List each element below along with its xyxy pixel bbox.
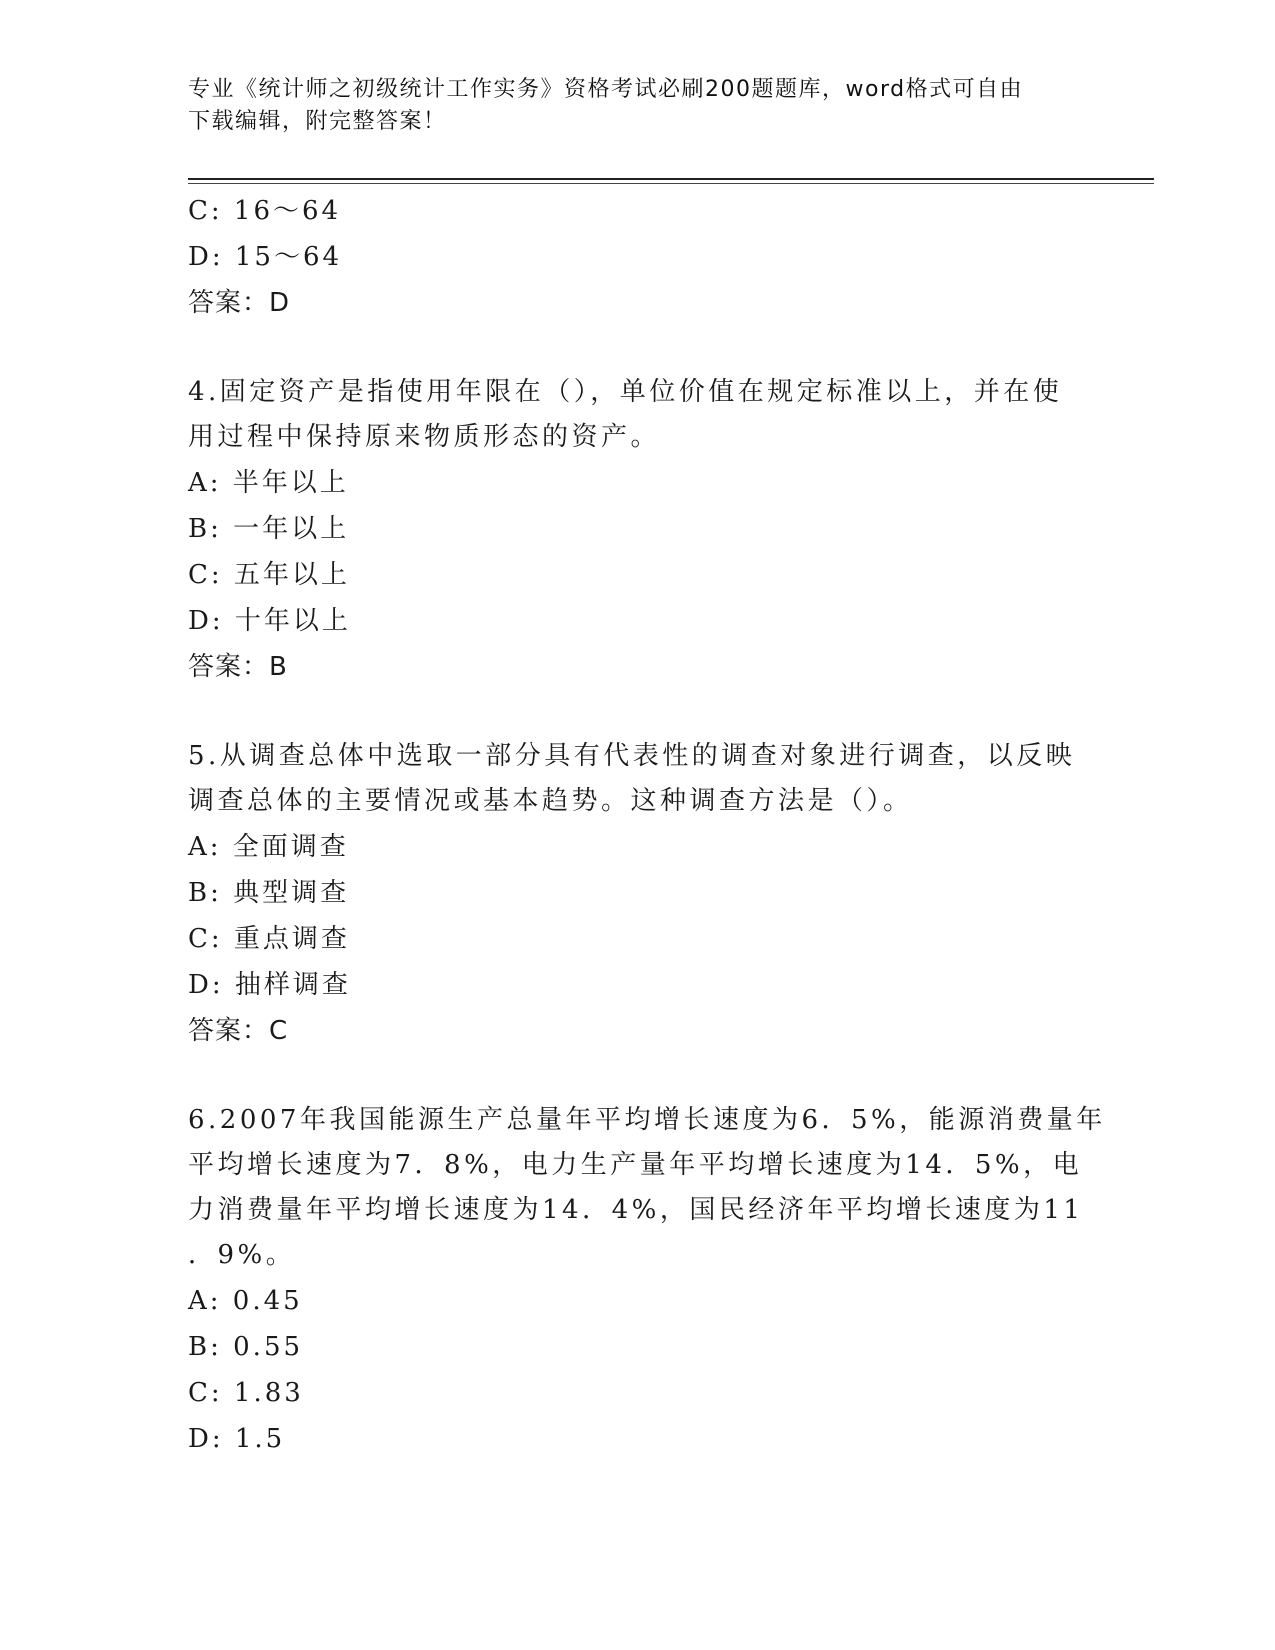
- question-5: [188, 734, 1088, 1054]
- option-c: C: 重点调查: [188, 924, 350, 954]
- header-line-2: 下载编辑，附完整答案！: [188, 109, 447, 134]
- option-b: B: 0.55: [188, 1332, 304, 1362]
- question-stem-line: 4.固定资产是指使用年限在（），单位价值在规定标准以上，并在使: [188, 377, 1063, 407]
- header-line-1: 专业《统计师之初级统计工作实务》资格考试必刷200题题库，word格式可自由: [188, 77, 1024, 102]
- answer-line: 答案：B: [188, 652, 288, 682]
- answer-line: 答案：C: [188, 1016, 289, 1046]
- option-d: D: 15～64: [188, 242, 343, 272]
- question-stem-line: 调查总体的主要情况或基本趋势。这种调查方法是（）。: [188, 786, 913, 816]
- question-content: [188, 188, 1106, 1462]
- option-d: D: 抽样调查: [188, 970, 351, 1000]
- option-b: B: 典型调查: [188, 878, 350, 908]
- question-stem-line: 力消费量年平均增长速度为14．4%，国民经济年平均增长速度为11: [188, 1195, 1084, 1225]
- document-header: [188, 74, 1068, 138]
- option-c: C: 五年以上: [188, 560, 350, 590]
- answer-line: 答案：D: [188, 288, 291, 318]
- option-a: A: 半年以上: [188, 468, 349, 498]
- option-b: B: 一年以上: [188, 514, 350, 544]
- question-6: [188, 1098, 1106, 1462]
- header-divider-thin: [188, 183, 1154, 184]
- header-divider-thick: [188, 178, 1154, 180]
- option-c: C: 1.83: [188, 1378, 304, 1408]
- option-c: C: 16～64: [188, 196, 342, 226]
- option-d: D: 十年以上: [188, 606, 351, 636]
- option-a: A: 0.45: [188, 1286, 303, 1316]
- question-stem-line: 6.2007年我国能源生产总量年平均增长速度为6．5%，能源消费量年: [188, 1105, 1106, 1135]
- question-3-continued: [188, 188, 1088, 326]
- option-a: A: 全面调查: [188, 832, 349, 862]
- question-stem-line: ．9%。: [188, 1240, 296, 1270]
- question-stem-line: 用过程中保持原来物质形态的资产。: [188, 422, 661, 452]
- question-stem-line: 平均增长速度为7．8%，电力生产量年平均增长速度为14．5%，电: [188, 1150, 1083, 1180]
- option-d: D: 1.5: [188, 1424, 286, 1454]
- question-4: [188, 370, 1088, 690]
- question-stem-line: 5.从调查总体中选取一部分具有代表性的调查对象进行调查，以反映: [188, 741, 1076, 771]
